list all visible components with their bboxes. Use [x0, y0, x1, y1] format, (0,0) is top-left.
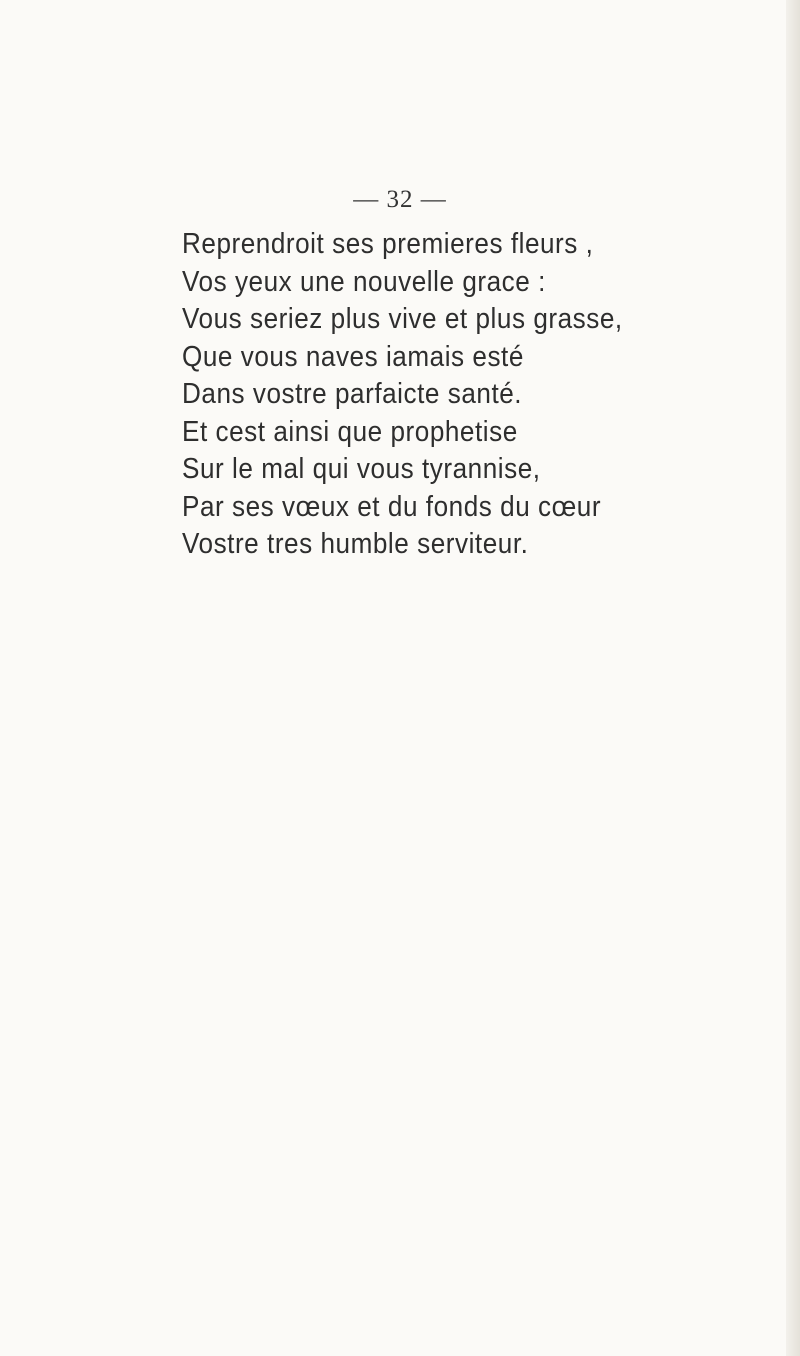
poem-line: Et cest ainsi que prophetise — [182, 415, 518, 448]
poem-line: Dans vostre parfaicte santé. — [182, 378, 523, 410]
page-number: — 32 — — [353, 186, 447, 213]
poem-line: Sur le mal qui vous tyrannise, — [182, 453, 541, 485]
poem-line: Reprendroit ses premieres fleurs , — [182, 228, 594, 260]
poem-line: Vostre tres humble serviteur. — [182, 528, 529, 560]
poem-stanza — [182, 226, 722, 564]
poem-line: Que vous naves iamais esté — [182, 340, 524, 373]
poem-line: Vos yeux une nouvelle grace : — [182, 265, 546, 298]
poem-line: Vous seriez plus vive et plus grasse, — [182, 303, 623, 335]
poem-line: Par ses vœux et du fonds du cœur — [182, 490, 602, 523]
